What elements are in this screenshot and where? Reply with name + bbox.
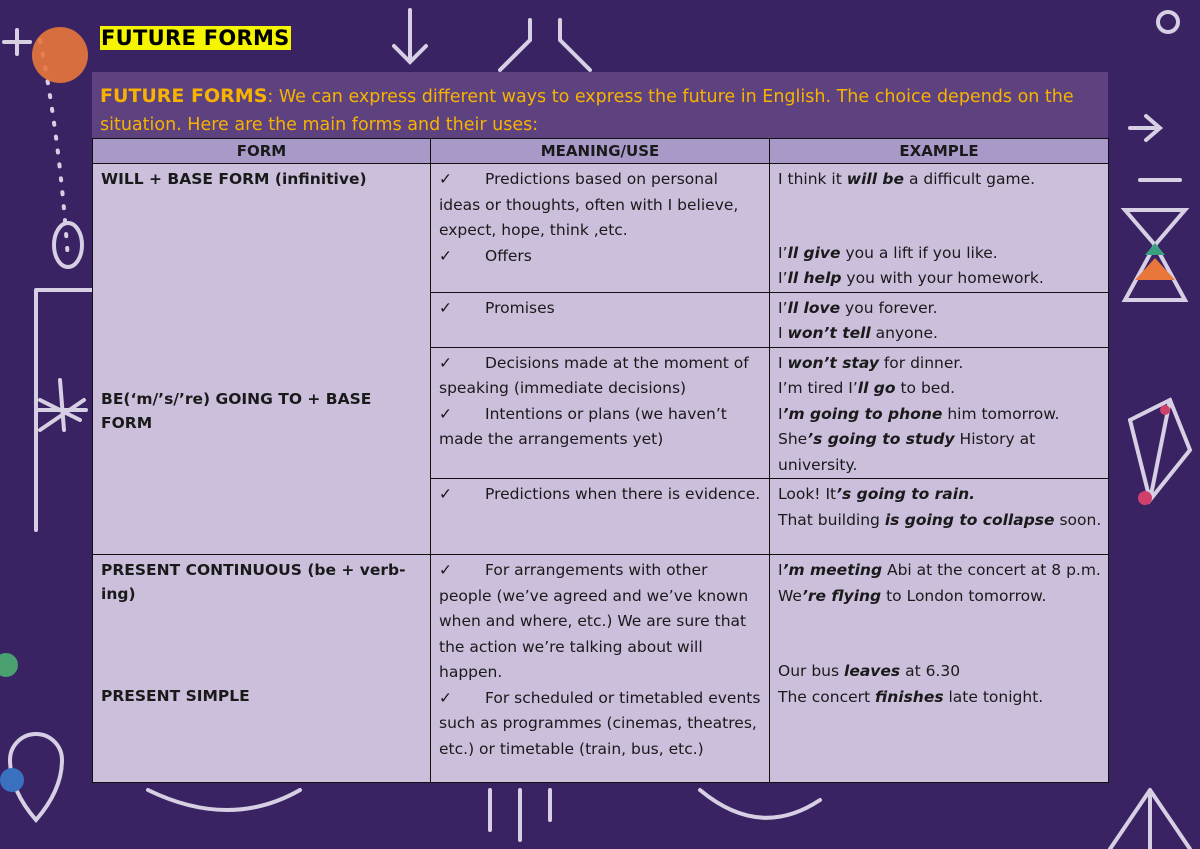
use-promises: Promises [485,298,555,317]
use-intentions: Intentions or plans (we haven’t made the arrangements yet) [439,404,727,448]
example-line: I’m tired I’ll go to bed. [778,379,956,397]
page-title: FUTURE FORMS [101,26,290,50]
example-cell [770,555,1109,783]
use-cell [431,347,770,479]
form-cell-present [93,555,431,783]
check-icon: ✓ [439,246,452,265]
use-predictions-personal: Predictions based on personal ideas or thoughts, often with I believe, expect, hope, think ,etc. [439,170,739,239]
form-present-simple: PRESENT SIMPLE [101,687,250,705]
example-line: I think it will be a difficult game. [778,170,1036,188]
example-cell [770,479,1109,555]
use-cell [431,292,770,347]
use-decisions: Decisions made at the moment of speaking (immediate decisions) [439,353,749,397]
example-line: I’ll give you a lift if you like. [778,243,998,262]
intro-colon: : [267,87,274,107]
example-line: Look! It’s going to rain. [778,485,975,503]
form-cell-will-going [93,164,431,555]
example-cell [770,164,1109,293]
use-cell [431,479,770,555]
check-icon: ✓ [439,353,452,372]
example-line: She’s going to study History at university. [778,430,1036,474]
example-line: I won’t stay for dinner. [778,353,964,372]
check-icon: ✓ [439,170,452,188]
example-line: That building is going to collapse soon. [778,510,1102,529]
example-line: The concert finishes late tonight. [778,687,1044,706]
check-icon: ✓ [439,688,452,707]
example-line: We’re flying to London tomorrow. [778,586,1047,605]
example-line: I’m meeting Abi at the concert at 8 p.m. [778,561,1101,579]
header-meaning: MEANING/USE [431,139,770,164]
future-forms-table [92,138,1109,783]
use-cell [431,164,770,293]
use-arrangements: For arrangements with other people (we’ve agreed and we’ve known when and where, etc.) We are sure that the action we’re talking about will happen. [439,561,749,681]
form-going-to: BE(‘m/’s/’re) GOING TO + BASE FORM [101,390,372,432]
header-row [93,139,1109,164]
check-icon: ✓ [439,561,452,579]
form-will: WILL + BASE FORM (infinitive) [101,170,367,188]
table-row [93,555,1109,783]
use-scheduled: For scheduled or timetabled events such as programmes (cinemas, theatres, etc.) or timetable (train, bus, etc.) [439,688,761,758]
intro-lead: FUTURE FORMS [100,85,268,107]
example-line: Our bus leaves at 6.30 [778,662,961,680]
plus-icon [4,30,30,54]
intro-band [92,72,1108,138]
example-cell [770,292,1109,347]
form-present-continuous: PRESENT CONTINUOUS (be + verb-ing) [101,561,406,603]
use-cell [431,555,770,783]
header-example: EXAMPLE [770,139,1109,164]
intro-text: We can express different ways to express the future in English. The choice depends on the situation. Here are the main forms and their uses: [100,87,1074,135]
example-cell [770,347,1109,479]
use-predictions-evidence: Predictions when there is evidence. [485,485,761,503]
example-line: I’ll love you forever. [778,298,938,317]
check-icon: ✓ [439,298,452,317]
check-icon: ✓ [439,404,452,423]
example-line: I’m going to phone him tomorrow. [778,404,1060,423]
header-form: FORM [93,139,431,164]
table-row [93,164,1109,293]
example-line: I won’t tell anyone. [778,324,938,342]
use-offers: Offers [485,246,532,265]
example-line: I’ll help you with your homework. [778,269,1044,287]
check-icon: ✓ [439,485,452,503]
grammar-sheet [92,72,1108,776]
